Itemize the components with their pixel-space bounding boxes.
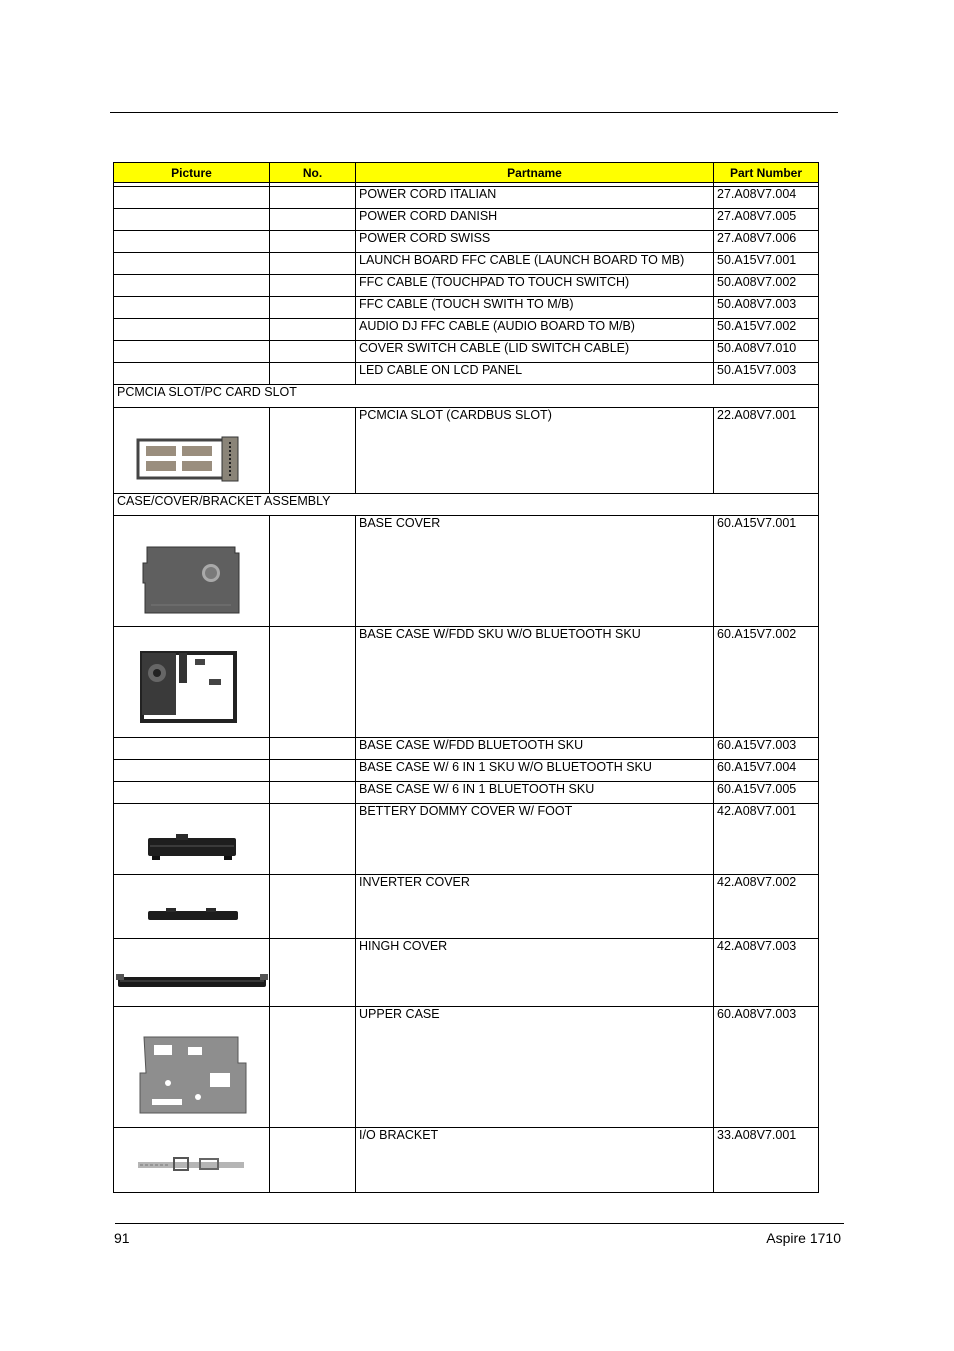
partnumber-cell: 50.A15V7.002: [714, 319, 819, 341]
partnumber-cell: 50.A08V7.010: [714, 341, 819, 363]
partnumber-cell: 50.A15V7.001: [714, 253, 819, 275]
partnumber-cell: 60.A08V7.003: [714, 1007, 819, 1128]
picture-cell: [114, 782, 270, 804]
base-case-image: [139, 649, 239, 725]
picture-cell: [114, 319, 270, 341]
no-cell: [270, 627, 356, 738]
header-picture: Picture: [114, 163, 270, 183]
picture-cell: [114, 363, 270, 385]
table-row: [114, 516, 819, 627]
no-cell: [270, 275, 356, 297]
table-row: [114, 738, 819, 760]
partname-cell: AUDIO DJ FFC CABLE (AUDIO BOARD TO M/B): [356, 319, 714, 341]
base-cover-image: [141, 543, 243, 617]
table-row: [114, 1007, 819, 1128]
partnumber-cell: 50.A15V7.003: [714, 363, 819, 385]
picture-cell: [114, 275, 270, 297]
partname-cell: BASE CASE W/FDD SKU W/O BLUETOOTH SKU: [356, 627, 714, 738]
partname-cell: FFC CABLE (TOUCH SWITH TO M/B): [356, 297, 714, 319]
partname-cell: FFC CABLE (TOUCHPAD TO TOUCH SWITCH): [356, 275, 714, 297]
partname-cell: BASE COVER: [356, 516, 714, 627]
partnumber-cell: 50.A08V7.002: [714, 275, 819, 297]
page-number: 91: [114, 1230, 130, 1246]
picture-cell: [114, 253, 270, 275]
partname-cell: POWER CORD ITALIAN: [356, 187, 714, 209]
no-cell: [270, 187, 356, 209]
partnumber-cell: 33.A08V7.001: [714, 1128, 819, 1193]
partnumber-cell: 27.A08V7.005: [714, 209, 819, 231]
section-heading: CASE/COVER/BRACKET ASSEMBLY: [114, 494, 819, 516]
header-no: No.: [270, 163, 356, 183]
partname-cell: UPPER CASE: [356, 1007, 714, 1128]
table-row: [114, 209, 819, 231]
section-row: [114, 494, 819, 516]
no-cell: [270, 939, 356, 1007]
no-cell: [270, 231, 356, 253]
partname-cell: BASE CASE W/FDD BLUETOOTH SKU: [356, 738, 714, 760]
product-name: Aspire 1710: [766, 1230, 841, 1246]
partnumber-cell: 60.A15V7.005: [714, 782, 819, 804]
partname-cell: INVERTER COVER: [356, 875, 714, 939]
pcmcia-slot-image: [136, 434, 242, 482]
header-partname: Partname: [356, 163, 714, 183]
partnumber-cell: 42.A08V7.002: [714, 875, 819, 939]
partnumber-cell: 42.A08V7.001: [714, 804, 819, 875]
partnumber-cell: 60.A15V7.004: [714, 760, 819, 782]
table-row: [114, 297, 819, 319]
inverter-cover-image: [146, 905, 242, 925]
table-row: [114, 939, 819, 1007]
table-row: [114, 875, 819, 939]
no-cell: [270, 363, 356, 385]
table-row: [114, 363, 819, 385]
battery-dummy-cover-image: [146, 832, 240, 862]
header-rule: [110, 112, 838, 113]
picture-cell: [114, 341, 270, 363]
table-row: [114, 231, 819, 253]
picture-cell: [114, 231, 270, 253]
partname-cell: COVER SWITCH CABLE (LID SWITCH CABLE): [356, 341, 714, 363]
no-cell: [270, 341, 356, 363]
picture-cell: [114, 627, 270, 738]
picture-cell: [114, 760, 270, 782]
partname-cell: I/O BRACKET: [356, 1128, 714, 1193]
partnumber-cell: 60.A15V7.003: [714, 738, 819, 760]
partname-cell: LAUNCH BOARD FFC CABLE (LAUNCH BOARD TO MB): [356, 253, 714, 275]
table-row: [114, 408, 819, 494]
picture-cell: [114, 738, 270, 760]
section-row: [114, 385, 819, 408]
partnumber-cell: 60.A15V7.001: [714, 516, 819, 627]
section-heading: PCMCIA SLOT/PC CARD SLOT: [114, 385, 819, 408]
no-cell: [270, 782, 356, 804]
partnumber-cell: 27.A08V7.006: [714, 231, 819, 253]
partname-cell: POWER CORD SWISS: [356, 231, 714, 253]
table-row: [114, 782, 819, 804]
no-cell: [270, 253, 356, 275]
table-row: [114, 275, 819, 297]
table-row: [114, 341, 819, 363]
no-cell: [270, 804, 356, 875]
no-cell: [270, 760, 356, 782]
no-cell: [270, 875, 356, 939]
picture-cell: [114, 804, 270, 875]
table-header-row: [114, 163, 819, 183]
no-cell: [270, 1007, 356, 1128]
no-cell: [270, 408, 356, 494]
upper-case-image: [138, 1033, 250, 1117]
picture-cell: [114, 875, 270, 939]
picture-cell: [114, 408, 270, 494]
table-row: [114, 804, 819, 875]
header-part-number: Part Number: [714, 163, 819, 183]
partnumber-cell: 50.A08V7.003: [714, 297, 819, 319]
no-cell: [270, 1128, 356, 1193]
io-bracket-image: [134, 1156, 250, 1174]
hinge-cover-image: [116, 969, 268, 991]
partname-cell: BASE CASE W/ 6 IN 1 BLUETOOTH SKU: [356, 782, 714, 804]
no-cell: [270, 738, 356, 760]
no-cell: [270, 209, 356, 231]
partname-cell: HINGH COVER: [356, 939, 714, 1007]
partnumber-cell: 60.A15V7.002: [714, 627, 819, 738]
partnumber-cell: 22.A08V7.001: [714, 408, 819, 494]
picture-cell: [114, 1128, 270, 1193]
picture-cell: [114, 209, 270, 231]
picture-cell: [114, 516, 270, 627]
picture-cell: [114, 939, 270, 1007]
picture-cell: [114, 187, 270, 209]
partnumber-cell: 27.A08V7.004: [714, 187, 819, 209]
table-row: [114, 1128, 819, 1193]
partname-cell: POWER CORD DANISH: [356, 209, 714, 231]
no-cell: [270, 319, 356, 341]
table-row: [114, 627, 819, 738]
table-row: [114, 760, 819, 782]
table-row: [114, 253, 819, 275]
no-cell: [270, 516, 356, 627]
no-cell: [270, 297, 356, 319]
partnumber-cell: 42.A08V7.003: [714, 939, 819, 1007]
picture-cell: [114, 297, 270, 319]
footer-rule: [115, 1223, 844, 1224]
partname-cell: LED CABLE ON LCD PANEL: [356, 363, 714, 385]
table-row: [114, 319, 819, 341]
partname-cell: PCMCIA SLOT (CARDBUS SLOT): [356, 408, 714, 494]
table-row: [114, 187, 819, 209]
parts-table: [113, 162, 819, 1193]
partname-cell: BETTERY DOMMY COVER W/ FOOT: [356, 804, 714, 875]
picture-cell: [114, 1007, 270, 1128]
partname-cell: BASE CASE W/ 6 IN 1 SKU W/O BLUETOOTH SKU: [356, 760, 714, 782]
